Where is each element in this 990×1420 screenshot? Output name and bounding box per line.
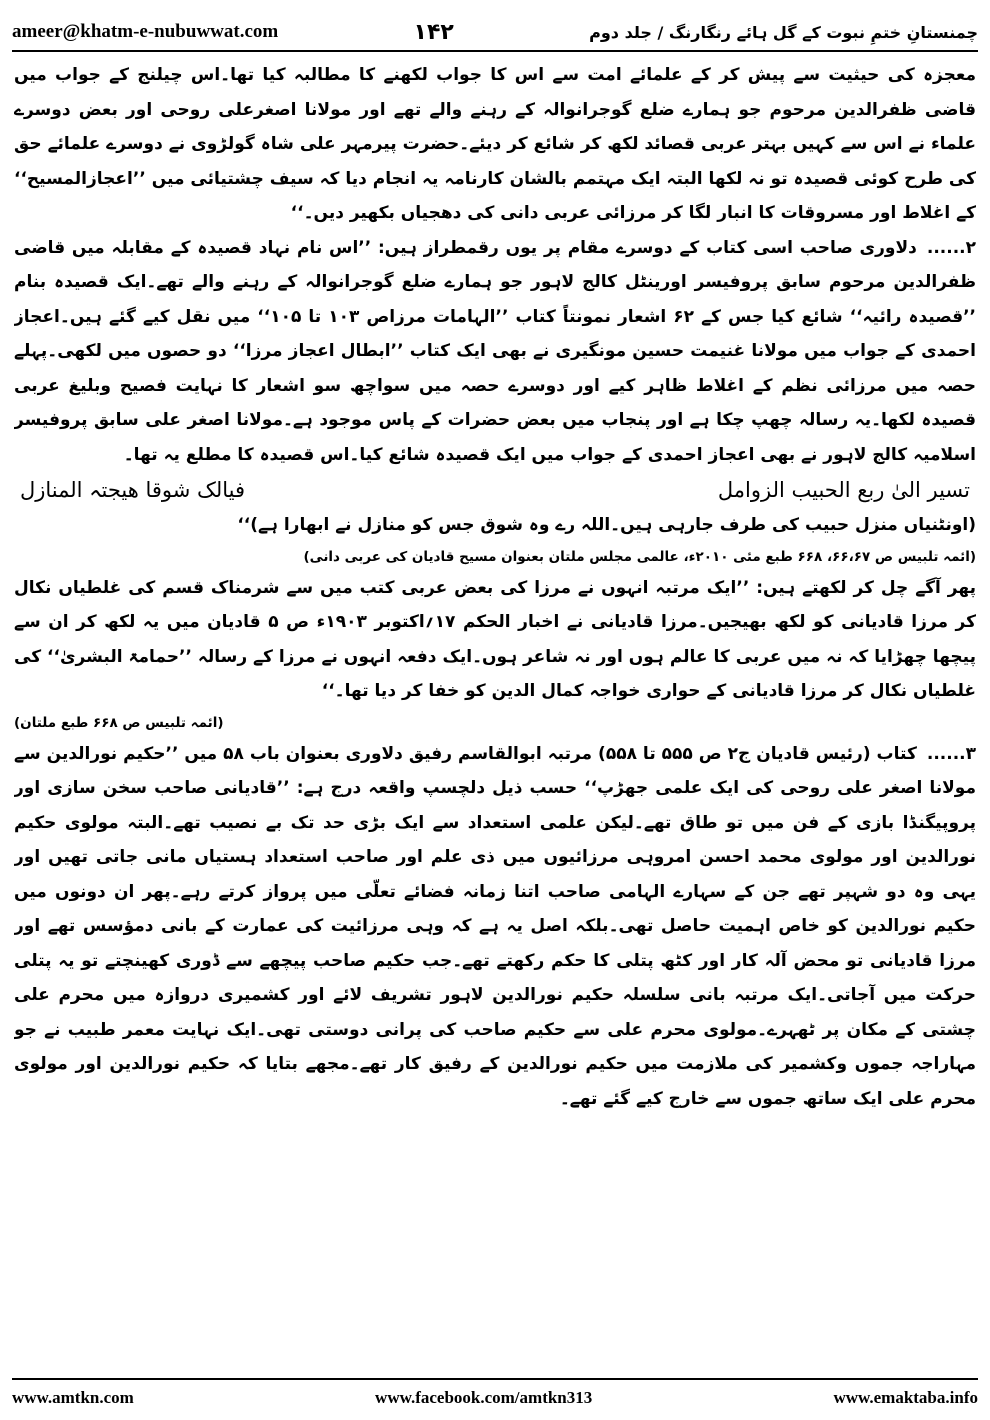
- page-body: [14, 58, 976, 1373]
- paragraph-4: [14, 737, 976, 1117]
- footer-facebook-link[interactable]: www.facebook.com/amtkn313: [375, 1388, 593, 1407]
- header-divider: [12, 50, 978, 52]
- verse-second-half: فیالک شوقا ھیجتہ المنازل: [20, 478, 245, 502]
- paragraph-4-number: ۳......: [926, 743, 976, 764]
- reference-2: (ائمہ تلبیس ص ۶۶۸ طبع ملتان): [14, 714, 224, 731]
- paragraph-1: معجزہ کی حیثیت سے پیش کر کے علمائے امت سے اس کا جواب لکھنے کا مطالبہ کیا تھا۔اس چیلنج کے جواب میں قاضی ظفرالدین مرحوم جو ہمارے ضلع گوجرانوالہ کے رہنے والے تھے اور مولانا اصغرعلی روحی اور بعض دوسرے علماء نے اس سے کہیں بہتر عربی قصائد لکھ کر شائع کر دیئے۔حضرت پیرمہر علی شاہ گولڑوی نے دوسرے علمائے حق کی طرح کوئی قصیدہ تو نہ لکھا البتہ ایک مہتمم بالشان کارنامہ یہ انجام دیا کہ سیف چشتیائی میں ’’اعجازالمسیح‘‘ کے اغلاط اور مسروقات کا انبار لگا کر مرزائی عربی دانی کی دھجیاں بکھیر دیں۔‘‘: [14, 65, 976, 223]
- page-number: ۱۴۲: [413, 19, 454, 45]
- paragraph-2-number: ۲......: [926, 237, 976, 258]
- paragraph-2: [14, 231, 976, 473]
- footer-emaktaba-link[interactable]: www.emaktaba.info: [833, 1388, 978, 1407]
- footer-website-link[interactable]: www.amtkn.com: [12, 1388, 134, 1407]
- header-email: ameer@khatm-e-nubuwwat.com: [12, 21, 279, 42]
- reference-2-line: [14, 709, 976, 737]
- page-footer: [12, 1384, 978, 1412]
- book-title: چمنستانِ ختمِ نبوت کے گل ہائے رنگارنگ / جلد دوم: [589, 22, 978, 42]
- verse-translation: (اونٹنیاں منزل حبیب کی طرف جارہی ہیں۔اللہ رے وہ شوق جس کو منازل نے ابھارا ہے)‘‘: [237, 515, 976, 535]
- paragraph-3: پھر آگے چل کر لکھتے ہیں: ’’ایک مرتبہ انہوں نے مرزا کی بعض عربی کتب میں سے شرمناک قسم کی غلطیاں نکال کر مرزا قادیانی کو لکھ بھیجیں۔مرزا قادیانی نے اخبار الحکم ۱۷؍اکتوبر ۱۹۰۳ء ص ۵ قادیان میں یہ لکھ کر ان سے پیچھا چھڑایا کہ نہ میں عربی کا عالم ہوں اور نہ شاعر ہوں۔ایک دفعہ انہوں نے مرزا کے رسالہ ’’حمامۃ البشریٰ‘‘ کی غلطیاں نکال کر مرزا قادیانی کے حواری خواجہ کمال الدین کو خفا کر دیا تھا۔‘‘: [14, 577, 976, 701]
- paragraph-2-text: دلاوری صاحب اسی کتاب کے دوسرے مقام پر یوں رقمطراز ہیں: ’’اس نام نہاد قصیدہ کے مقابلہ میں قاضی ظفرالدین مرحوم سابق پروفیسر اورینٹل کالج لاہور جو ہمارے ضلع گوجرانوالہ کے رہنے والے تھے۔ایک قصیدہ بنام ’’قصیدہ رائیہ‘‘ شائع کیا جس کے ۶۲ اشعار نمونتاً کتاب ’’الہامات مرزاص ۱۰۳ تا ۱۰۵‘‘ میں نقل کیے گئے ہیں۔اعجاز احمدی کے جواب میں مولانا غنیمت حسین مونگیری نے بھی ایک کتاب ’’ابطال اعجاز مرزا‘‘ دو حصوں میں لکھی۔پہلے حصہ میں مرزائی نظم کے اغلاط ظاہر کیے اور دوسرے حصہ میں سواچھ سو اشعار کا نہایت فصیح وبلیغ عربی قصیدہ لکھا۔یہ رسالہ چھپ چکا ہے اور پنجاب میں بعض حضرات کے پاس موجود ہے۔مولانا اصغر علی سابق پروفیسر اسلامیہ کالج لاہور نے بھی اعجاز احمدی کے جواب میں ایک قصیدہ شائع کیا۔اس قصیدہ کا مطلع یہ تھا۔: [14, 237, 976, 465]
- page-header: [12, 14, 978, 50]
- footer-divider: [12, 1378, 978, 1380]
- paragraph-4-text: کتاب (رئیس قادیان ج۲ ص ۵۵۵ تا ۵۵۸) مرتبہ ابوالقاسم رفیق دلاوری بعنوان باب ۵۸ میں ’’حکیم نورالدین سے مولانا اصغر علی روحی کی ایک علمی جھڑپ‘‘ حسب ذیل دلچسپ واقعہ درج ہے: ’’قادیانی صاحب سخن سازی اور پروپیگنڈا بازی کے فن میں تو طاق تھے۔لیکن علمی استعداد سے ایک بڑی حد تک بے نصیب تھے۔البتہ مولوی حکیم نورالدین اور مولوی محمد احسن امروہی مرزائیوں میں ذی علم اور صاحب استعداد ہستیاں مانی جاتی تھیں اور یہی وہ دو شہپر تھے جن کے سہارے الہامی صاحب اتنا زمانہ فضائے تعلّی میں پرواز کرتے رہے۔پھر ان دونوں میں حکیم نورالدین کو خاص اہمیت حاصل تھی۔بلکہ اصل یہ ہے کہ وہی مرزائیت کی عمارت کے بانی دمؤسس تھے اور مرزا قادیانی تو محض آلہ کار اور کٹھ پتلی کا حکم رکھتے تھے۔جب حکیم صاحب پیچھے سے ڈوری کھینچتے تو یہ پتلی حرکت میں آجاتی۔ایک مرتبہ بانی سلسلہ حکیم نورالدین لاہور تشریف لائے اور کشمیری دروازہ میں محرم علی چشتی کے مکان پر ٹھہرے۔مولوی محرم علی سے حکیم صاحب کی پرانی دوستی تھی۔ایک نہایت معمر طبیب نے جو مہاراجہ جموں وکشمیر کی ملازمت میں حکیم نورالدین کے رفیق کار تھے۔مجھے بتایا کہ حکیم نورالدین اور مولوی محرم علی ایک ساتھ جموں سے خارج کیے گئے تھے۔: [14, 743, 976, 1109]
- verse-first-half: تسیر الیٰ ربع الحبیب الزوامل: [717, 478, 970, 502]
- arabic-verse: [14, 472, 976, 508]
- reference-1: (ائمہ تلبیس ص ۶۶،۶۷، ۶۶۸ طبع مئی ۲۰۱۰ء، عالمی مجلس ملتان بعنوان مسیح قادیان کی عربی دانی): [303, 548, 976, 565]
